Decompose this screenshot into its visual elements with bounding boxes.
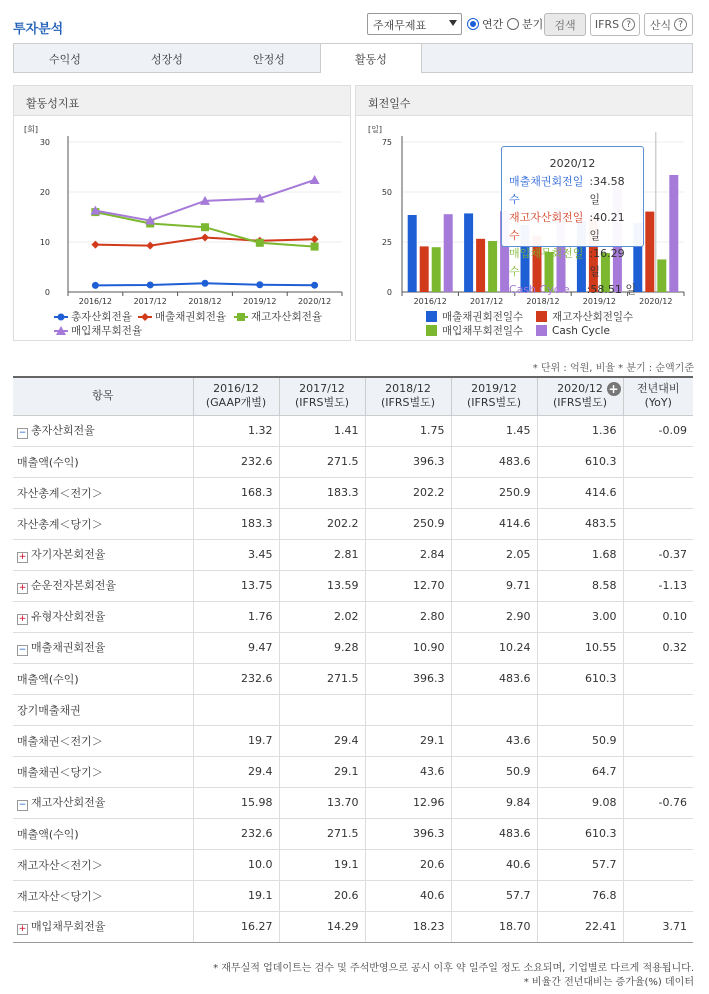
table-row [13,787,693,818]
table-cell: 483.6 [451,818,537,849]
table-cell [365,694,451,725]
legend-marker [237,313,245,321]
row-label[interactable]: − 재고자산회전율 [13,787,193,818]
x-tick-label: 2018/12 [526,297,560,306]
data-point [256,239,264,247]
table-cell: 414.6 [537,477,623,508]
table-cell: 9.47 [193,632,279,663]
table-cell: 610.3 [537,663,623,694]
add-column-icon[interactable]: + [608,382,619,396]
chart-tooltip [501,146,644,296]
tooltip-row [509,281,636,299]
tooltip-row [509,173,636,209]
bar [408,215,417,292]
table-cell [537,694,623,725]
row-label[interactable]: + 자기자본회전율 [13,539,193,570]
yoy-cell [623,446,693,477]
table-cell: 43.6 [451,725,537,756]
table-cell: 483.6 [451,663,537,694]
table-cell: 2.81 [279,539,365,570]
table-cell: 29.4 [279,725,365,756]
table-cell: 232.6 [193,663,279,694]
yoy-cell: 0.32 [623,632,693,663]
table-row [13,601,693,632]
row-label[interactable]: + 순운전자본회전율 [13,570,193,601]
table-cell: 9.71 [451,570,537,601]
row-label: 매출액(수익) [13,446,193,477]
table-cell: 232.6 [193,818,279,849]
legend-label: 총자산회전율 [71,311,132,323]
footnote-1: * 재무실적 업데이트는 검수 및 주석반영으로 공시 이후 약 일주일 정도 소요되며, 기업별로 다르게 적용됩니다. [213,963,694,974]
bar [420,246,429,292]
tab-bar [13,43,693,73]
table-cell: 20.6 [279,880,365,911]
table-cell: 232.6 [193,446,279,477]
table-cell: 64.7 [537,756,623,787]
data-point [201,234,209,242]
data-point [202,280,209,287]
y-tick-label: 50 [381,188,392,197]
radio-unchecked-icon [507,18,519,30]
x-tick-label: 2020/12 [639,297,673,306]
table-cell: 40.6 [365,880,451,911]
yoy-cell [623,818,693,849]
x-tick-label: 2019/12 [243,297,277,306]
bar [488,241,497,292]
radio-checked-icon [467,18,479,30]
table-row [13,694,693,725]
row-label: 매출액(수익) [13,818,193,849]
table-cell: 40.6 [451,849,537,880]
table-cell: 22.41 [537,911,623,942]
data-point [310,175,320,184]
table-cell: 50.9 [537,725,623,756]
tooltip-row [509,245,636,281]
row-label[interactable]: − 총자산회전율 [13,415,193,446]
legend-label: 재고자산회전율 [251,311,323,323]
radio-annual-label: 연간 [482,18,504,31]
expand-icon[interactable]: + [18,614,27,624]
collapse-icon[interactable]: − [18,800,27,810]
data-point [147,281,154,288]
tooltip-row-value: :40.21 일 [589,211,625,242]
row-label[interactable]: + 매입채무회전율 [13,911,193,942]
table-row [13,539,693,570]
yoy-cell: -0.37 [623,539,693,570]
bar [432,247,441,292]
select-value: 주재무제표 [373,19,427,32]
expand-icon[interactable]: + [18,583,27,593]
table-cell: 271.5 [279,663,365,694]
table-cell: 1.75 [365,415,451,446]
table-cell: 12.96 [365,787,451,818]
table-cell: 202.2 [279,508,365,539]
row-label[interactable]: − 매출채권회전율 [13,632,193,663]
legend-label: Cash Cycle [552,325,610,337]
table-cell: 19.1 [279,849,365,880]
table-cell: 483.6 [451,446,537,477]
table-cell: 271.5 [279,818,365,849]
data-point [92,282,99,289]
table-cell: 3.00 [537,601,623,632]
tooltip-row-label: Cash Cycle [509,283,570,296]
x-tick-label: 2017/12 [469,297,504,306]
table-cell: 1.45 [451,415,537,446]
bar [444,214,453,292]
column-header: 2020/12 (IFRS별도) + [537,377,623,415]
column-header: 항목 [13,377,193,415]
tooltip-row [509,209,636,245]
yoy-cell [623,508,693,539]
y-tick-label: 75 [381,138,392,147]
table-cell: 29.4 [193,756,279,787]
table-row [13,508,693,539]
question-icon: ? [674,18,687,31]
table-row [13,880,693,911]
legend-swatch [536,325,547,336]
table-cell: 9.28 [279,632,365,663]
yoy-cell: -1.13 [623,570,693,601]
yoy-cell [623,725,693,756]
bar [669,175,678,292]
table-row [13,849,693,880]
yoy-cell [623,663,693,694]
ifrs-button-label: IFRS [594,18,620,31]
y-tick-label: 20 [39,188,50,197]
table-cell: 13.59 [279,570,365,601]
tooltip-row-value: :34.58 일 [589,175,625,206]
table-cell: 9.84 [451,787,537,818]
table-row [13,570,693,601]
table-row [13,415,693,446]
table-cell: 183.3 [193,508,279,539]
column-header: 2016/12 (GAAP개별) [193,377,279,415]
footnote-2: * 비율간 전년대비는 증가율(%) 데이터 [523,977,694,988]
table-cell: 10.24 [451,632,537,663]
tooltip-row-value: :16.29 일 [589,247,625,278]
table-cell: 15.98 [193,787,279,818]
table-row [13,725,693,756]
row-label: 재고자산＜당기＞ [13,880,193,911]
table-cell: 1.41 [279,415,365,446]
row-label: 매출채권＜당기＞ [13,756,193,787]
table-cell: 10.0 [193,849,279,880]
legend-marker [141,313,149,321]
collapse-icon[interactable]: − [18,428,27,438]
row-label: 매출채권＜전기＞ [13,725,193,756]
table-cell: 2.80 [365,601,451,632]
table-cell: 1.36 [537,415,623,446]
row-label: 매출액(수익) [13,663,193,694]
row-label: 재고자산＜전기＞ [13,849,193,880]
column-header: 2018/12 (IFRS별도) [365,377,451,415]
table-cell: 2.02 [279,601,365,632]
table-cell: 168.3 [193,477,279,508]
table-cell: 250.9 [451,477,537,508]
table-cell: 8.58 [537,570,623,601]
yoy-cell [623,880,693,911]
data-point [201,223,209,231]
panel-title: 회전일수 [356,86,692,116]
table-cell: 43.6 [365,756,451,787]
bar [464,213,473,292]
radio-annual[interactable] [467,16,503,32]
data-point [311,243,319,251]
legend-swatch [426,311,437,322]
table-cell: 18.23 [365,911,451,942]
column-header: 2019/12 (IFRS별도) [451,377,537,415]
activity-line-chart [14,116,350,340]
x-tick-label: 2016/12 [413,297,447,306]
tooltip-row-label: 매출채권회전일수 [509,175,584,206]
x-tick-label: 2020/12 [297,297,332,306]
table-row [13,818,693,849]
table-cell: 250.9 [365,508,451,539]
table-cell: 396.3 [365,818,451,849]
y-tick-label: 0 [386,288,392,297]
bar [657,259,666,292]
data-point [146,242,154,250]
y-unit-label: [회] [24,125,38,134]
search-button[interactable] [544,13,586,36]
y-tick-label: 30 [39,138,50,147]
yoy-cell: -0.76 [623,787,693,818]
table-cell: 10.55 [537,632,623,663]
table-cell: 19.7 [193,725,279,756]
table-cell: 9.08 [537,787,623,818]
yoy-cell [623,477,693,508]
legend-label: 매출채권회전율 [155,311,227,323]
statement-type-select[interactable] [367,13,462,35]
table-cell: 1.32 [193,415,279,446]
expand-icon[interactable]: + [18,924,27,934]
tooltip-row-label: 재고자산회전일수 [509,211,584,242]
y-tick-label: 10 [39,238,50,247]
bar [645,212,654,292]
page-title: 투자분석 [13,22,64,37]
table-cell: 3.45 [193,539,279,570]
tab-profitability[interactable]: 수익성 [49,52,81,66]
table-cell: 29.1 [279,756,365,787]
table-cell: 57.7 [451,880,537,911]
x-tick-label: 2019/12 [582,297,617,306]
x-tick-label: 2016/12 [78,297,113,306]
yoy-cell [623,849,693,880]
table-row [13,632,693,663]
table-cell: 1.68 [537,539,623,570]
collapse-icon[interactable]: − [18,645,27,655]
legend-label: 재고자산회전일수 [552,311,634,323]
table-cell: 414.6 [451,508,537,539]
row-label: 자산총계＜전기＞ [13,477,193,508]
row-label[interactable]: + 유형자산회전율 [13,601,193,632]
yoy-cell [623,694,693,725]
legend-swatch [426,325,437,336]
table-cell: 2.90 [451,601,537,632]
legend-label: 매출채권회전일수 [442,311,524,323]
legend-label: 매입채무회전일수 [442,325,524,337]
tab-activity[interactable]: 활동성 [320,43,422,73]
legend-label: 매입채무회전율 [71,325,143,337]
radio-quarter[interactable] [507,16,543,32]
table-cell: 76.8 [537,880,623,911]
table-cell: 16.27 [193,911,279,942]
row-label: 장기매출채권 [13,694,193,725]
table-cell: 2.84 [365,539,451,570]
table-cell: 50.9 [451,756,537,787]
data-table [13,376,693,943]
column-header: 전년대비 (YoY) [623,377,693,415]
unit-note: * 단위 : 억원, 비율 * 분기 : 순액기준 [532,363,694,374]
tooltip-row-value: :58.51 일 [586,283,636,296]
table-cell: 1.76 [193,601,279,632]
table-cell: 483.5 [537,508,623,539]
table-row [13,756,693,787]
y-unit-label: [일] [368,125,382,134]
question-icon: ? [622,18,635,31]
yoy-cell [623,756,693,787]
yoy-cell: 0.10 [623,601,693,632]
data-point [311,282,318,289]
legend-marker [58,314,65,321]
table-cell: 2.05 [451,539,537,570]
search-button-label: 검색 [554,18,576,32]
yoy-cell: 3.71 [623,911,693,942]
table-cell [279,694,365,725]
table-cell: 13.75 [193,570,279,601]
table-cell: 271.5 [279,446,365,477]
table-cell: 12.70 [365,570,451,601]
table-cell: 18.70 [451,911,537,942]
tooltip-row-label: 매입채무회전일수 [509,247,584,278]
y-tick-label: 25 [381,238,392,247]
formula-button-label: 산식 [649,18,672,32]
expand-icon[interactable]: + [18,552,27,562]
ifrs-button[interactable] [590,13,640,36]
table-cell: 610.3 [537,818,623,849]
data-point [256,281,263,288]
table-cell [451,694,537,725]
table-cell: 13.70 [279,787,365,818]
tooltip-title: 2020/12 [549,157,596,170]
table-row [13,911,693,942]
table-cell: 57.7 [537,849,623,880]
table-row [13,446,693,477]
table-cell [193,694,279,725]
table-row [13,663,693,694]
x-tick-label: 2018/12 [188,297,222,306]
table-cell: 14.29 [279,911,365,942]
table-cell: 10.90 [365,632,451,663]
table-cell: 396.3 [365,446,451,477]
table-cell: 202.2 [365,477,451,508]
chevron-down-icon [449,20,457,26]
tab-stability[interactable]: 안정성 [253,52,285,66]
table-cell: 20.6 [365,849,451,880]
table-cell: 29.1 [365,725,451,756]
table-cell: 610.3 [537,446,623,477]
row-label: 자산총계＜당기＞ [13,508,193,539]
column-header: 2017/12 (IFRS별도) [279,377,365,415]
table-cell: 396.3 [365,663,451,694]
x-tick-label: 2017/12 [133,297,167,306]
panel-title: 활동성지표 [14,86,350,116]
formula-button[interactable] [644,13,693,36]
activity-chart-panel [13,85,351,341]
tab-growth[interactable]: 성장성 [151,52,183,66]
yoy-cell: -0.09 [623,415,693,446]
table-cell: 19.1 [193,880,279,911]
legend-swatch [536,311,547,322]
table-cell: 183.3 [279,477,365,508]
y-tick-label: 0 [44,288,50,297]
bar [476,239,485,292]
radio-quarter-label: 분기 [522,18,544,31]
table-row [13,477,693,508]
